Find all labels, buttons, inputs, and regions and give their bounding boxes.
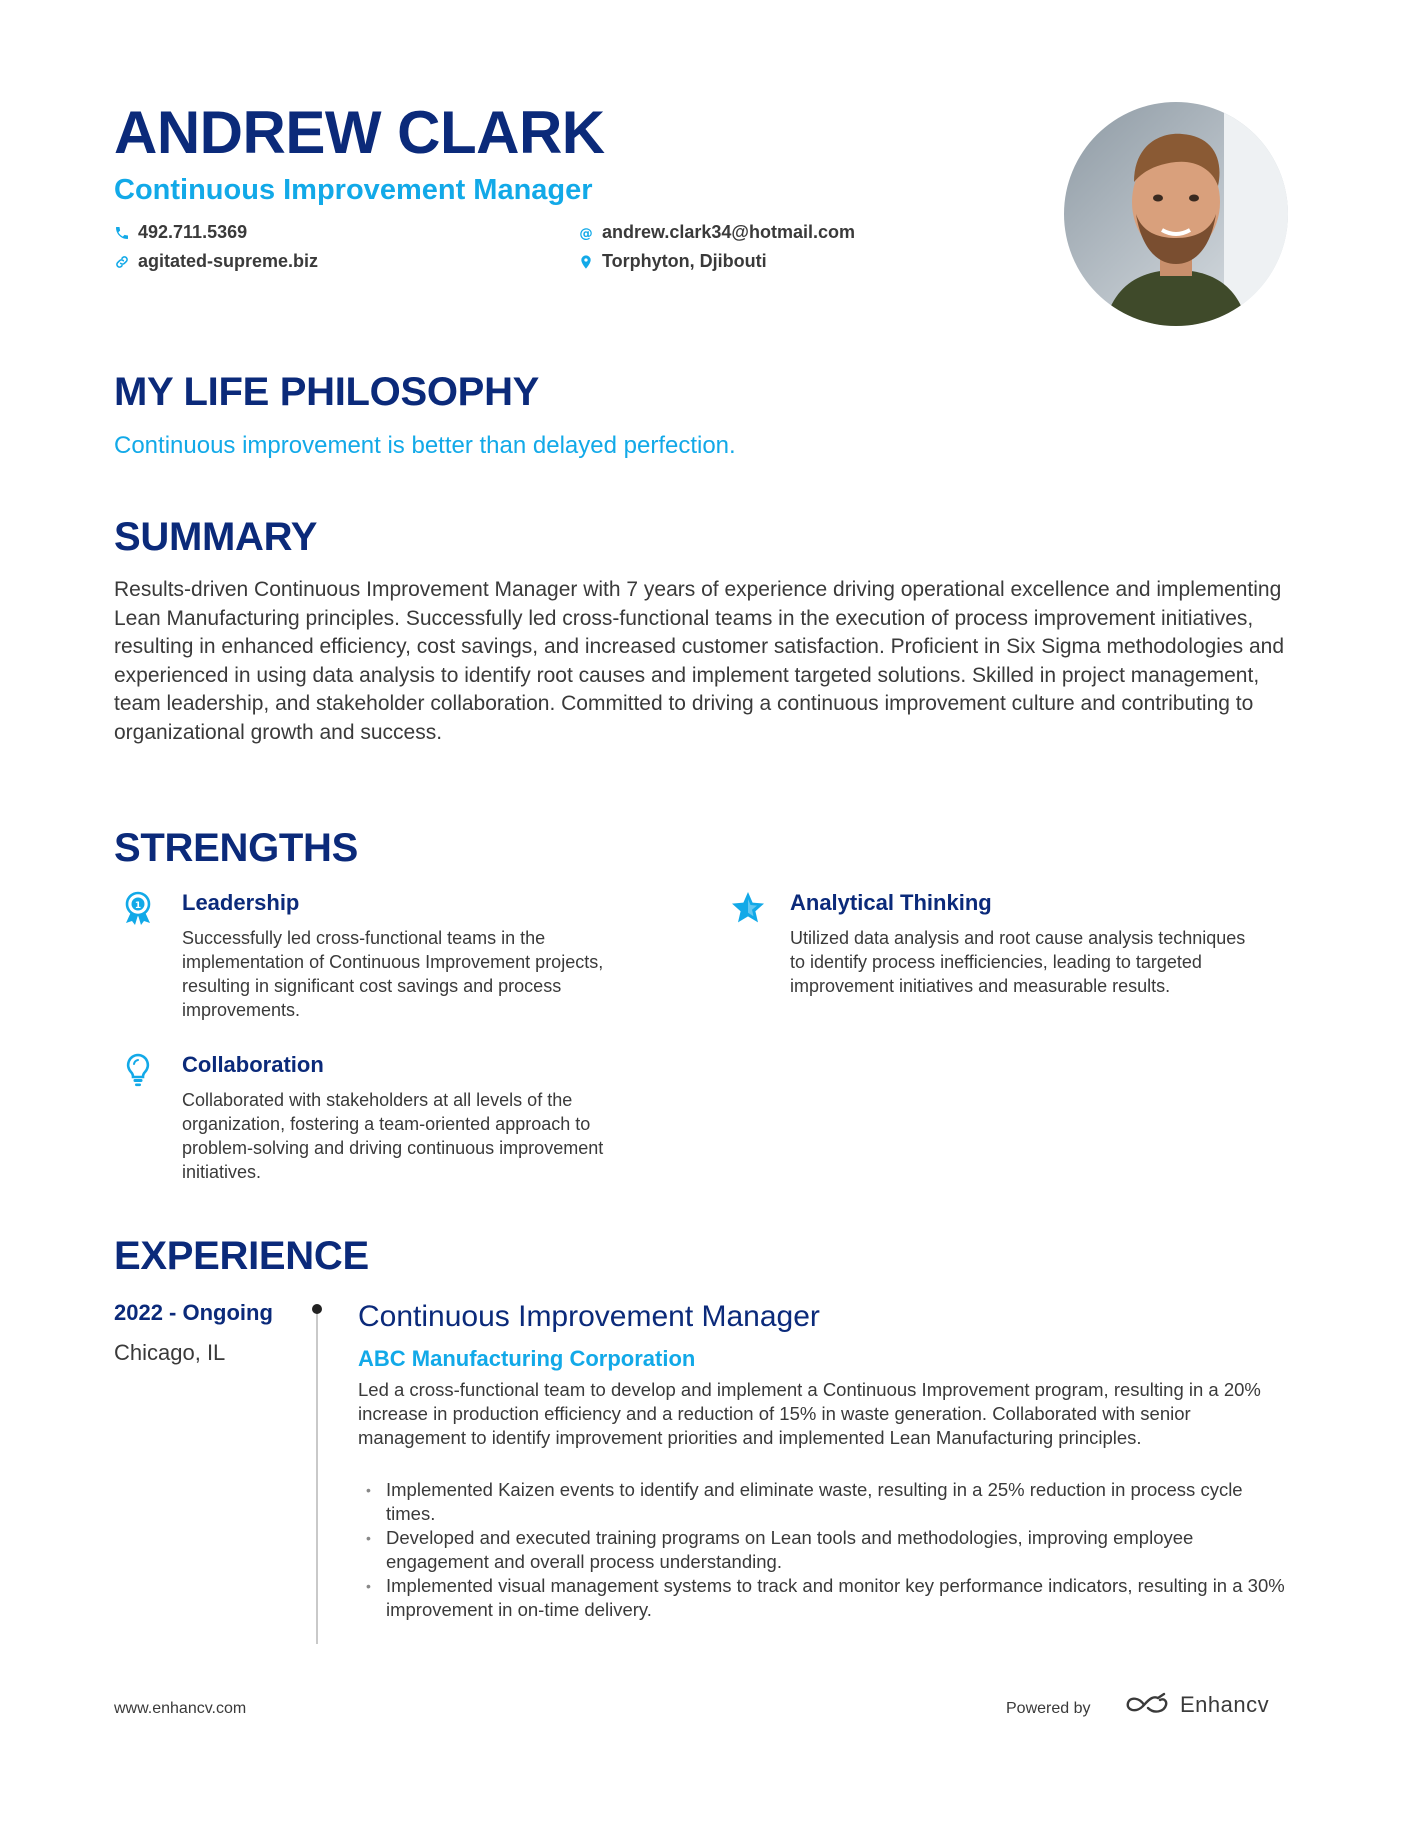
candidate-name: ANDREW CLARK: [114, 99, 605, 166]
philosophy-quote: Continuous improvement is better than delayed perfection.: [114, 432, 736, 459]
email-text: andrew.clark34@hotmail.com: [602, 222, 855, 242]
experience-heading: EXPERIENCE: [114, 1234, 369, 1278]
job-bullet: [358, 1478, 1290, 1526]
job-bullets: [358, 1478, 1290, 1622]
lightbulb-icon: [122, 1052, 154, 1088]
phone-contact: [114, 222, 247, 243]
email-contact[interactable]: [578, 222, 855, 243]
svg-text:@: @: [579, 226, 593, 241]
phone-icon: [114, 225, 130, 241]
job-description: Led a cross-functional team to develop and implement a Continuous Improvement program, resulting in a 20% increase in production efficiency and a reduction of 15% in waste generation. Collaborated with senior management to identify improvement priorities and implemented Lean Manufacturing principles.: [358, 1379, 1261, 1448]
summary-heading: SUMMARY: [114, 515, 318, 559]
job-bullet: [358, 1574, 1290, 1622]
profile-photo: [1064, 102, 1288, 326]
job-company: ABC Manufacturing Corporation: [358, 1346, 696, 1371]
job-role: Continuous Improvement Manager: [358, 1300, 820, 1333]
strength-text: Collaborated with stakeholders at all levels of the organization, fostering a team-oriented approach to problem-solving and driving continuous improvement initiatives.: [182, 1090, 604, 1182]
website-text: agitated-supreme.biz: [138, 251, 319, 271]
job-bullet-text: Developed and executed training programs on Lean tools and methodologies, improving employee engagement and overall process understanding.: [386, 1527, 1194, 1572]
powered-by-label: Powered by: [1006, 1700, 1091, 1717]
footer-website-link[interactable]: www.enhancv.com: [114, 1700, 247, 1717]
philosophy-heading: MY LIFE PHILOSOPHY: [114, 370, 540, 414]
brand-name: Enhancv: [1180, 1692, 1270, 1717]
summary-text: Results-driven Continuous Improvement Manager with 7 years of experience driving operational excellence and implementing Lean Manufacturing principles. Successfully led cross-functional teams in the execution of process improvement initiatives, resulting in enhanced efficiency, cost savings, and increased customer satisfaction. Proficient in Six Sigma methodologies and experienced in using data analysis to identify root causes and implement targeted solutions. Skilled in project management, team leadership, and stakeholder collaboration. Committed to driving a continuous improvement culture and contributing to organizational growth and success.: [114, 578, 1285, 744]
strength-text: Successfully led cross-functional teams in the implementation of Continuous Improvement projects, resulting in significant cost savings and process improvements.: [182, 928, 604, 1020]
timeline-line: [316, 1312, 318, 1644]
at-sign-icon: [578, 225, 594, 241]
strength-item-collaboration: [122, 1052, 642, 1184]
job-bullet-text: Implemented visual management systems to track and monitor key performance indicators, resulting in a 30% improvement in on-time delivery.: [386, 1575, 1285, 1620]
strength-item-leadership: [122, 890, 642, 1022]
phone-text: 492.711.5369: [138, 222, 248, 242]
strength-item-analytical-thinking: [730, 890, 1250, 998]
timeline-dot: [312, 1304, 322, 1314]
strength-text: Utilized data analysis and root cause analysis techniques to identify process inefficiencies, leading to targeted improvement initiatives and measurable results.: [790, 928, 1246, 996]
svg-text:1: 1: [134, 901, 142, 911]
strength-title: Collaboration: [182, 1052, 324, 1077]
location-text: Torphyton, Djibouti: [602, 251, 767, 271]
enhancv-brand[interactable]: [1124, 1692, 1269, 1718]
bullet-dot-icon: •: [366, 1530, 371, 1546]
job-location: Chicago, IL: [114, 1340, 226, 1365]
enhancv-logo-icon: [1124, 1692, 1170, 1718]
strength-title: Analytical Thinking: [790, 890, 992, 915]
job-dates: 2022 - Ongoing: [114, 1300, 273, 1325]
bullet-dot-icon: •: [366, 1482, 371, 1498]
candidate-title: Continuous Improvement Manager: [114, 174, 593, 206]
strength-title: Leadership: [182, 890, 300, 915]
website-contact[interactable]: [114, 251, 318, 272]
strengths-heading: STRENGTHS: [114, 826, 358, 870]
location-pin-icon: [578, 254, 594, 270]
location-contact: [578, 251, 767, 272]
award-ribbon-icon: [122, 890, 154, 926]
job-bullet-text: Implemented Kaizen events to identify and eliminate waste, resulting in a 25% reduction in process cycle times.: [386, 1479, 1243, 1524]
bullet-dot-icon: •: [366, 1578, 371, 1594]
link-icon: [114, 254, 130, 270]
star-icon: [730, 890, 766, 926]
job-bullet: [358, 1526, 1290, 1574]
